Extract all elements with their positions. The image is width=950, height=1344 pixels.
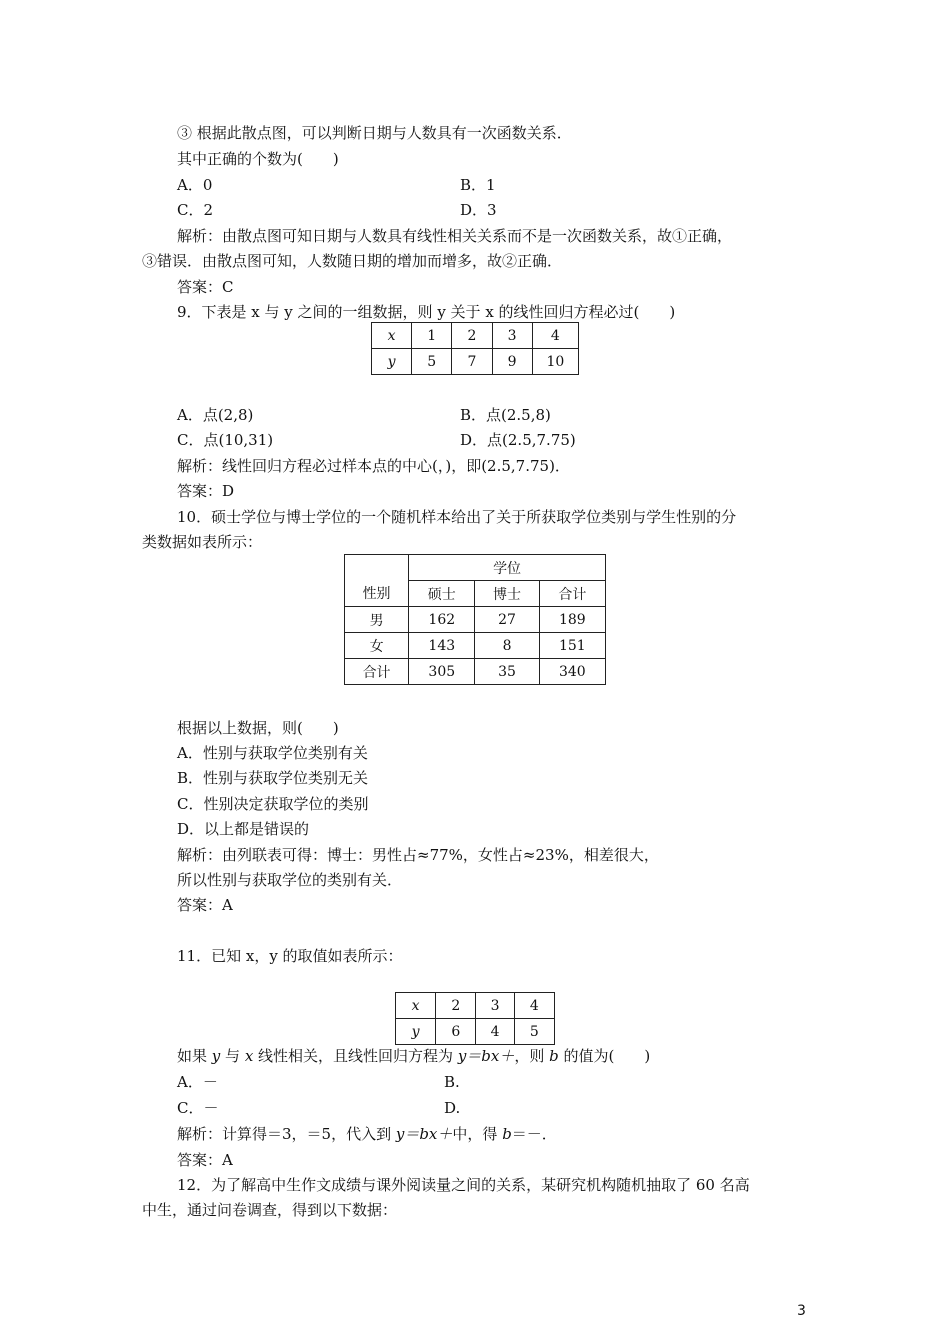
q9-x-value: 3 (492, 323, 532, 349)
table-cell: 189 (539, 607, 605, 633)
q8-option-c: C．2 (177, 201, 214, 219)
q10-option-a: A．性别与获取学位类别有关 (177, 744, 368, 762)
q10-header-row (345, 581, 606, 607)
table-cell: 8 (475, 633, 539, 659)
q9-x-value: 1 (412, 323, 452, 349)
q11-option-d: D. (444, 1099, 461, 1117)
q10-group-header: 学位 (409, 555, 606, 581)
q9-option-c: C．点(10,31) (177, 431, 274, 449)
q10-analysis-line-2: 所以性别与获取学位的类别有关． (177, 871, 403, 889)
q11-option-a: A．－ (177, 1073, 218, 1091)
q12-stem-line-2: 中生，通过问卷调查，得到以下数据： (142, 1201, 398, 1219)
q11-question-part: 线性相关，且线性回归方程为 (253, 1047, 458, 1065)
q8-analysis-line-1: 解析：由散点图可知日期与人数具有线性相关关系而不是一次函数关系，故①正确， (177, 227, 733, 245)
q11-y-value: 5 (514, 1019, 554, 1045)
q9-y-value: 7 (452, 349, 492, 375)
q9-y-value: 10 (532, 349, 578, 375)
q11-analysis-part: 解析：计算得＝3，＝5，代入到 (177, 1125, 396, 1143)
table-cell: 305 (409, 659, 475, 685)
q11-question-var: b (549, 1047, 559, 1065)
table-cell: 27 (475, 607, 539, 633)
q9-row-y (372, 349, 579, 375)
q10-header-gender: 性别 (345, 581, 409, 607)
q10-analysis-line-1: 解析：由列联表可得：博士：男性占≈77%，女性占≈23%，相差很大， (177, 846, 659, 864)
table-cell: 143 (409, 633, 475, 659)
q9-option-d: D．点(2.5,7.75) (460, 431, 576, 449)
q11-y-label: y (396, 1019, 436, 1045)
q9-y-value: 9 (492, 349, 532, 375)
q11-question (177, 1046, 650, 1066)
q11-row-y (396, 1019, 555, 1045)
table-cell: 151 (539, 633, 605, 659)
q9-x-value: 4 (532, 323, 578, 349)
q9-answer: 答案：D (177, 482, 235, 500)
q11-question-var: x (244, 1047, 254, 1065)
q10-option-d: D．以上都是错误的 (177, 820, 310, 838)
page-number: 3 (797, 1303, 806, 1319)
q11-question-part: 如果 (177, 1047, 212, 1065)
q11-x-value: 4 (514, 993, 554, 1019)
q9-y-label: y (372, 349, 412, 375)
q11-question-part: 与 (220, 1047, 245, 1065)
q9-data-table (371, 322, 579, 375)
q8-option-a: A．0 (177, 176, 213, 194)
table-row (345, 633, 606, 659)
q11-analysis-var: b (502, 1125, 512, 1143)
q10-option-b: B．性别与获取学位类别无关 (177, 769, 369, 787)
q11-regression-equation: y＝bx＋ (457, 1047, 515, 1065)
q8-answer: 答案：C (177, 278, 234, 296)
q11-question-part: ，则 (514, 1047, 550, 1065)
q11-analysis-part: 中，得 (452, 1125, 503, 1143)
q11-analysis (177, 1124, 557, 1144)
q11-question-part: 的值为( ) (558, 1047, 651, 1065)
table-cell: 合计 (345, 659, 409, 685)
q11-y-value: 6 (436, 1019, 476, 1045)
table-cell: 162 (409, 607, 475, 633)
q8-analysis-line-2: ③错误．由散点图可知，人数随日期的增加而增多，故②正确． (142, 252, 563, 270)
q8-question: 其中正确的个数为( ) (177, 150, 339, 168)
q10-blank-corner (345, 555, 409, 581)
q11-data-table (395, 992, 555, 1045)
q8-item-3: ③ 根据此散点图，可以判断日期与人数具有一次函数关系． (177, 124, 572, 142)
q10-header-total: 合计 (539, 581, 605, 607)
q8-option-d: D．3 (460, 201, 497, 219)
table-cell: 男 (345, 607, 409, 633)
q12-stem-line-1: 12．为了解高中生作文成绩与课外阅读量之间的关系，某研究机构随机抽取了 60 名高 (177, 1176, 750, 1194)
q11-analysis-equation: y＝bx＋ (395, 1125, 453, 1143)
q11-option-b: B. (444, 1073, 460, 1091)
q11-row-x (396, 993, 555, 1019)
q11-stem: 11．已知 x，y 的取值如表所示： (177, 947, 403, 965)
q9-y-value: 5 (412, 349, 452, 375)
q10-header-master: 硕士 (409, 581, 475, 607)
table-row (345, 607, 606, 633)
q10-header-doctor: 博士 (475, 581, 539, 607)
q9-analysis: 解析：线性回归方程必过样本点的中心(，)，即(2.5,7.75)． (177, 457, 570, 475)
table-cell: 340 (539, 659, 605, 685)
q11-y-value: 4 (476, 1019, 514, 1045)
q11-answer: 答案：A (177, 1151, 233, 1169)
q10-stem-line-1: 10．硕士学位与博士学位的一个随机样本给出了关于所获取学位类别与学生性别的分 (177, 508, 737, 526)
q11-analysis-part: ＝－． (511, 1125, 557, 1143)
q9-option-a: A．点(2,8) (177, 406, 254, 424)
q11-x-value: 2 (436, 993, 476, 1019)
q11-option-c: C．－ (177, 1099, 219, 1117)
q11-question-var: y (211, 1047, 221, 1065)
q10-group-header-row (345, 555, 606, 581)
q11-x-value: 3 (476, 993, 514, 1019)
table-cell: 35 (475, 659, 539, 685)
q10-option-c: C．性别决定获取学位的类别 (177, 795, 369, 813)
q9-option-b: B．点(2.5,8) (460, 406, 551, 424)
q9-row-x (372, 323, 579, 349)
q8-option-b: B．1 (460, 176, 496, 194)
q10-question: 根据以上数据，则( ) (177, 719, 339, 737)
q10-answer: 答案：A (177, 896, 233, 914)
q10-contingency-table (344, 554, 606, 685)
q9-x-value: 2 (452, 323, 492, 349)
table-cell: 女 (345, 633, 409, 659)
table-row (345, 659, 606, 685)
q10-stem-line-2: 类数据如表所示： (142, 533, 263, 551)
q11-x-label: x (396, 993, 436, 1019)
q9-stem: 9．下表是 x 与 y 之间的一组数据，则 y 关于 x 的线性回归方程必过( ) (177, 303, 676, 321)
q9-x-label: x (372, 323, 412, 349)
